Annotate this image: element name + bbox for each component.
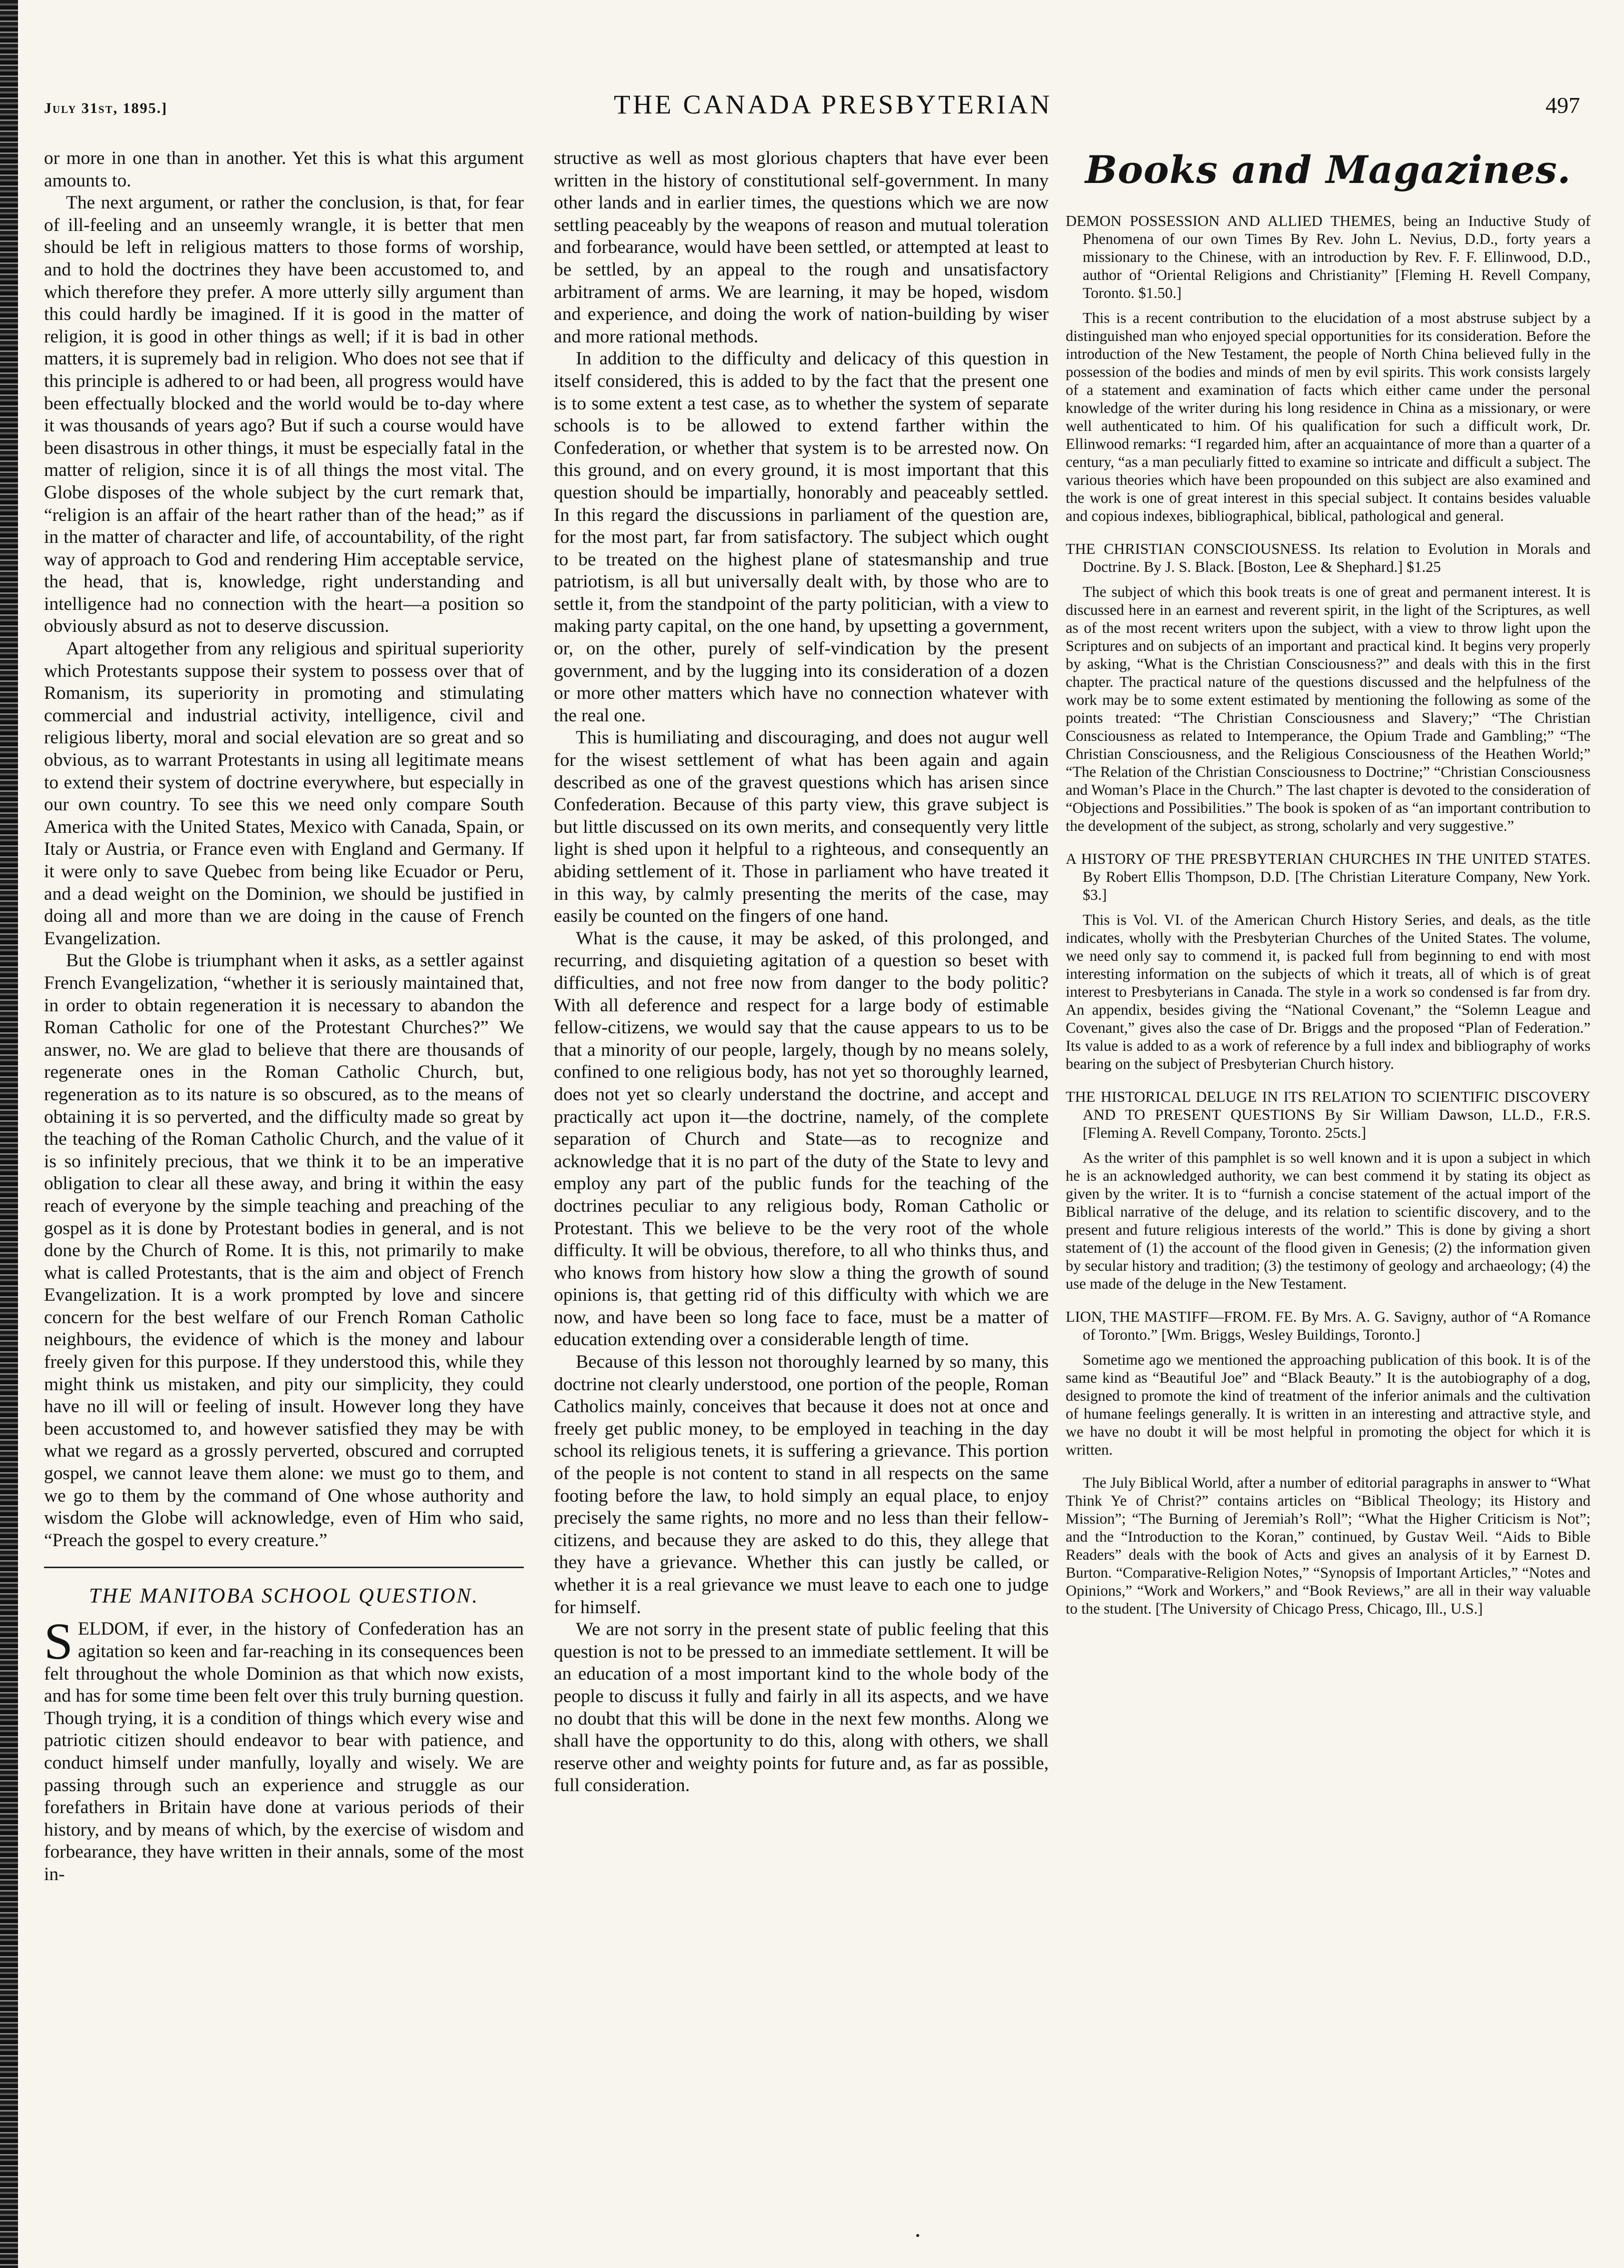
- review-item: [1066, 1308, 1591, 1459]
- review-body: This is a recent contribution to the elucidation of a most abstruse subject by a distinguished man who enjoyed special opportunities for its consideration. Before the introduction of the New Testament, the people of North China believed fully in the possession of the bodies and minds of men by evil spirits. This work consists largely of a statement and examination of facts which either came under the personal knowledge of the writer during his long residence in China as a missionary, or were well authenticated to him. Of his qualification for such a difficult work, Dr. Ellinwood remarks: “I regarded him, after an acquaintance of more than a quarter of a century, “as a man peculiarly fitted to examine so intricate and difficult a subject. The various theories which have been propounded on this subject are also examined and the work is one of great interest in this special subject. It contains besides valuable and copious indexes, bibliographical, biblical, pathological and general.: [1066, 309, 1591, 524]
- paragraph: We are not sorry in the present state of public feeling that this question is not to be pressed to an immediate settlement. It will be an education of a most important kind to the whole body of the people to discuss it fully and fairly in all its aspects, and we have no doubt that this will be done in the next few months. Along we shall have the opportunity to do this, along with others, we shall reserve other and weighty points for future and, as far as possible, full consideration.: [554, 1619, 1049, 1796]
- column-right: [1066, 147, 1591, 2222]
- review-title: LION, THE MASTIFF—FROM. FE. By Mrs. A. G. Savigny, author of “A Romance of Toronto.” [Wm. Briggs, Wesley Buildings, Toronto.]: [1066, 1308, 1591, 1343]
- paragraph: Apart altogether from any religious and spiritual superiority which Protestants suppose their system to possess over that of Romanism, its superiority in promoting and stimulating commercial and industrial activity, intelligence, civil and religious liberty, moral and social elevation are so great and so obvious, as to warrant Protestants in using all legitimate means to extend their system of doctrine everywhere, but especially in our own country. To see this we need only compare South America with the United States, Mexico with Canada, Spain, or Italy or Austria, or France even with England and Germany. If it were only to save Quebec from being like Ecuador or Peru, and a dead weight on the Dominion, we should be justified in doing all and more than we are doing in the cause of French Evangelization.: [44, 638, 524, 949]
- paragraph: This is humiliating and discouraging, and does not augur well for the wisest settlement of what has been again and again described as one of the gravest questions which has arisen since Confederation. Because of this party view, this grave subject is but little discussed on its own merits, and consequently very little light is shed upon it helpful to a righteous, and consequently an abiding settlement of it. Those in parliament who have treated it in this way, by calmly presenting the merits of the case, may easily be counted on the fingers of one hand.: [554, 727, 1049, 927]
- review-body: The subject of which this book treats is one of great and permanent interest. It is discussed here in an earnest and reverent spirit, in the light of the Scriptures, as well as of the most recent writers upon the subject, with a view to throw light upon the Scriptures and on subjects of an important and practical kind. It begins very properly by asking, “What is the Christian Consciousness?” and deals with this in the first chapter. The practical nature of the questions discussed and the helpfulness of the work may be to some extent estimated by mentioning the following as some of the points treated: “The Christian Consciousness and Slavery;” “The Christian Consciousness as related to Intemperance, the Opium Trade and Gambling;” “The Christian Consciousness, and the Religious Consciousness of the Heathen World;” “The Relation of the Christian Consciousness to Doctrine;” “Christian Consciousness and Woman’s Place in the Church.” The last chapter is devoted to the consideration of “Objections and Possibilities.” The book is spoken of as “an important contribution to the development of the subject, as strong, scholarly and very suggestive.”: [1066, 583, 1591, 834]
- drop-cap: S: [44, 1613, 73, 1671]
- masthead-title: THE CANADA PRESBYTERIAN: [614, 89, 1053, 119]
- page-binding-edge: [0, 0, 18, 2268]
- review-body: This is Vol. VI. of the American Church History Series, and deals, as the title indicates, wholly with the Presbyterian Churches of the United States. The volume, we need only say to commend it, is packed full from beginning to end with most interesting information on the subjects of which it treats, all of which is of great interest to Presbyterians in Canada. The style in a work so condensed is far from dry. An appendix, besides giving the “National Covenant,” the “Solemn League and Covenant,” gives also the case of Dr. Briggs and the proposed “Plan of Federation.” Its value is added to as a work of reference by a full index and bibliography of works bearing on the subject of Presbyterian Church history.: [1066, 911, 1591, 1072]
- running-head: [44, 89, 1580, 119]
- review-title: A HISTORY OF THE PRESBYTERIAN CHURCHES IN THE UNITED STATES. By Robert Ellis Thompson, D.D. [The Christian Literature Company, New York. $3.]: [1066, 850, 1591, 903]
- section-first-paragraph: [44, 1613, 524, 1886]
- page-number: 497: [1546, 92, 1580, 118]
- section-first-paragraph-text: ELDOM, if ever, in the history of Confederation has an agitation so keen and far-reaching in its consequences been felt throughout the whole Dominion as that which now exists, and has for some time been felt over this truly burning question. Though trying, it is a condition of things which every wise and patriotic citizen should endeavor to bear with patience, and conduct himself under manfully, loyally and wisely. We are passing through such an experience and struggle as our forefathers in Britain have done at various periods of their history, and by means of which, by the exercise of wisdom and forbearance, they have written in their annals, some of the most in-: [44, 1619, 524, 1885]
- books-and-magazines-heading: Books and Magazines.: [1085, 147, 1572, 192]
- paragraph: What is the cause, it may be asked, of this prolonged, and recurring, and disquieting agitation of a question so beset with difficulties, and not free now from danger to the body politic? With all deference and respect for a large body of estimable fellow-citizens, we would say that the cause appears to us to be that a minority of our people, largely, though by no means solely, confined to one religious body, has not yet so thoroughly learned, does not yet so clearly understand the doctrine, and accept and practically act upon it—the doctrine, namely, of the complete separation of Church and State—as to recognize and acknowledge that it is no part of the duty of the State to levy and employ any part of the public funds for the teaching of the doctrines peculiar to any religious body, Roman Catholic or Protestant. This we believe to be the very root of the whole difficulty. It will be obvious, therefore, to all who thinks thus, and who knows from history how slow a thing the growth of sound opinions is, that getting rid of this difficulty with which we are now, and have been so long face to face, must be a matter of education extending over a considerable length of time.: [554, 928, 1049, 1350]
- paragraph: The next argument, or rather the conclusion, is that, for fear of ill-feeling and an unseemly wrangle, it is better that men should be left in religious matters to those forms of worship, and to hold the doctrines they have been accustomed to, and which therefore they prefer. A more utterly silly argument than this could hardly be imagined. If it is good in the matter of religion, it is good in other things as well; if it is bad in other matters, it is supremely bad in religion. Who does not see that if this principle is adhered to or had been, all progress would have been effectually blocked and the world would be to-day where it was thousands of years ago? But if such a course would have been disastrous in other things, it must be especially fatal in the matter of religion, since it is of all things the most vital. The Globe disposes of the whole subject by the curt remark that, “religion is an affair of the heart rather than of the head;” as if in the matter of character and life, of accountability, of the right way of approach to God and rendering Him acceptable service, the head, that is, knowledge, right understanding and intelligence had no connection with the heart—a position so obviously absurd as not to deserve discussion.: [44, 192, 524, 637]
- review-body: As the writer of this pamphlet is so well known and it is upon a subject in which he is an acknowledged authority, we can best commend it by stating its object as given by the writer. It is to “furnish a concise statement of the actual import of the Biblical narrative of the deluge, and its relation to scientific discovery, and to the present and future religious interests of the world.” This is done by giving a short statement of (1) the account of the flood given in Genesis; (2) the information given by secular history and tradition; (3) the testimony of geology and archaeology; (4) the use made of the deluge in the New Testament.: [1066, 1149, 1591, 1292]
- paragraph: or more in one than in another. Yet this is what this argument amounts to.: [44, 148, 524, 191]
- end-mark: [916, 2234, 919, 2237]
- review-body: Sometime ago we mentioned the approaching publication of this book. It is of the same kind as “Beautiful Joe” and “Black Beauty.” It is the autobiography of a dog, designed to promote the kind of treatment of the inferior animals and the cultivation of humane feelings generally. It is written in an interesting and attractive style, and we have no doubt it will be most helpful in promoting the object for which it is written.: [1066, 1351, 1591, 1458]
- paragraph: In addition to the difficulty and delicacy of this question in itself considered, this is added to by the fact that the present one is to some extent a test case, as to whether the system of separate schools is to be allowed to extend farther within the Confederation, or whether that system is to be arrested now. On this ground, and on every ground, it is most important that this question should be impartially, honorably and peaceably settled. In this regard the discussions in parliament of the question are, for the most part, far from satisfactory. The subject which ought to be treated on the highest plane of statesmanship and true patriotism, is all but universally dealt with, by those who are to settle it, from the standpoint of the party politician, with a view to making party capital, on the one hand, by upsetting a government, or, on the other, purely of self-vindication by the present government, and by the lugging into its consideration of a dozen or more other matters which have no connection whatever with the real one.: [554, 348, 1049, 726]
- column-middle: [554, 147, 1049, 2222]
- paragraph: structive as well as most glorious chapters that have ever been written in the history of constitutional self-government. In many other lands and in earlier times, the questions which we are now settling peaceably by the weapons of reason and mutual toleration and forbearance, would have been settled, or attempted at least to be settled, by an appeal to the rough and unsatisfactory arbitrament of arms. We are learning, it may be hoped, wisdom and experience, and doing the work of nation-building by wiser and more rational methods.: [554, 148, 1049, 347]
- paragraph: Because of this lesson not thoroughly learned by so many, this doctrine not clearly understood, one portion of the people, Roman Catholics mainly, conceives that because it does not at once and freely get public money, to be employed in teaching in the day school its religious tenets, it is suffering a grievance. This portion of the people is not content to stand in all respects on the same footing before the law, to hold simply an equal place, to enjoy precisely the same rights, no more and no less than their fellow-citizens, and because they are asked to do this, they allege that they have a grievance. Whether this can justly be called, or whether it is a real grievance we must leave to each one to judge for himself.: [554, 1352, 1049, 1618]
- review-item: [1066, 540, 1591, 835]
- review-title: DEMON POSSESSION AND ALLIED THEMES, being an Inductive Study of Phenomena of our own Times By Rev. John L. Nevius, D.D., forty years a missionary to the Chinese, with an introduction by Rev. F. F. Ellinwood, D.D., author of “Oriental Religions and Christianity” [Fleming H. Revell Company, Toronto. $1.50.]: [1066, 212, 1591, 301]
- section-title: THE MANITOBA SCHOOL QUESTION.: [88, 1585, 479, 1608]
- section-rule: [44, 1567, 524, 1568]
- review-title: THE HISTORICAL DELUGE IN ITS RELATION TO SCIENTIFIC DISCOVERY AND TO PRESENT QUESTIONS By Sir William Dawson, LL.D., F.R.S. [Fleming A. Revell Company, Toronto. 25cts.]: [1066, 1088, 1591, 1141]
- review-body: The July Biblical World, after a number of editorial paragraphs in answer to “What Think Ye of Christ?” contains articles on “Biblical Theology; its History and Mission”; “The Burning of Jeremiah’s Roll”; “What the Higher Criticism is Not”; and the “Introduction to the Koran,” continued, by Gustav Weil. “Aids to Bible Readers” deals with the book of Acts and gives an analysis of it by Earnest D. Burton. “Comparative-Religion Notes,” “Synopsis of Important Articles,” “Notes and Opinions,” “Work and Workers,” and “Book Reviews,” are all in their way valuable to the student. [The University of Chicago Press, Chicago, Ill., U.S.]: [1066, 1474, 1591, 1617]
- review-item: [1066, 850, 1591, 1073]
- issue-date: July 31st, 1895.]: [44, 100, 168, 116]
- review-item: [1066, 1088, 1591, 1293]
- review-item: [1066, 212, 1591, 525]
- column-left: [44, 147, 524, 2222]
- review-title: THE CHRISTIAN CONSCIOUSNESS. Its relation to Evolution in Morals and Doctrine. By J. S. Black. [Boston, Lee & Shephard.] $1.25: [1066, 540, 1591, 575]
- paragraph: But the Globe is triumphant when it asks, as a settler against French Evangelization, “whether it is seriously maintained that, in order to obtain regeneration it is necessary to abandon the Roman Catholic for one of the Protestant Churches?” We answer, no. We are glad to believe that there are thousands of regenerate ones in the Roman Catholic Church, but, regeneration as to its nature is so obscured, as to the means of obtaining it is so perverted, and the difficulty made so great by the teaching of the Roman Catholic Church, and the value of it is so infinitely precious, that we think it to be an imperative obligation to clear all these away, and bring it within the easy reach of everyone by the simple teaching and preaching of the gospel as it is done by Protestant bodies in general, and is not done by the Church of Rome. It is this, not primarily to make what is called Protestants, that is the aim and object of French Evangelization. It is a work prompted by love and sincere concern for the best welfare of our French Roman Catholic neighbours, the evidence of which is the money and labour freely given for this purpose. If they understood this, while they might think us mistaken, and pity our simplicity, they could have no ill will or feeling of insult. However long they have been accustomed to, and however satisfied they may be with what we regard as a grossly perverted, obscured and corrupted gospel, we cannot leave them alone: we must go to them, and we go to them by the command of One whose authority and wisdom the Globe will acknowledge, even of Him who said, “Preach the gospel to every creature.”: [44, 950, 524, 1551]
- review-item: [1066, 1474, 1591, 1618]
